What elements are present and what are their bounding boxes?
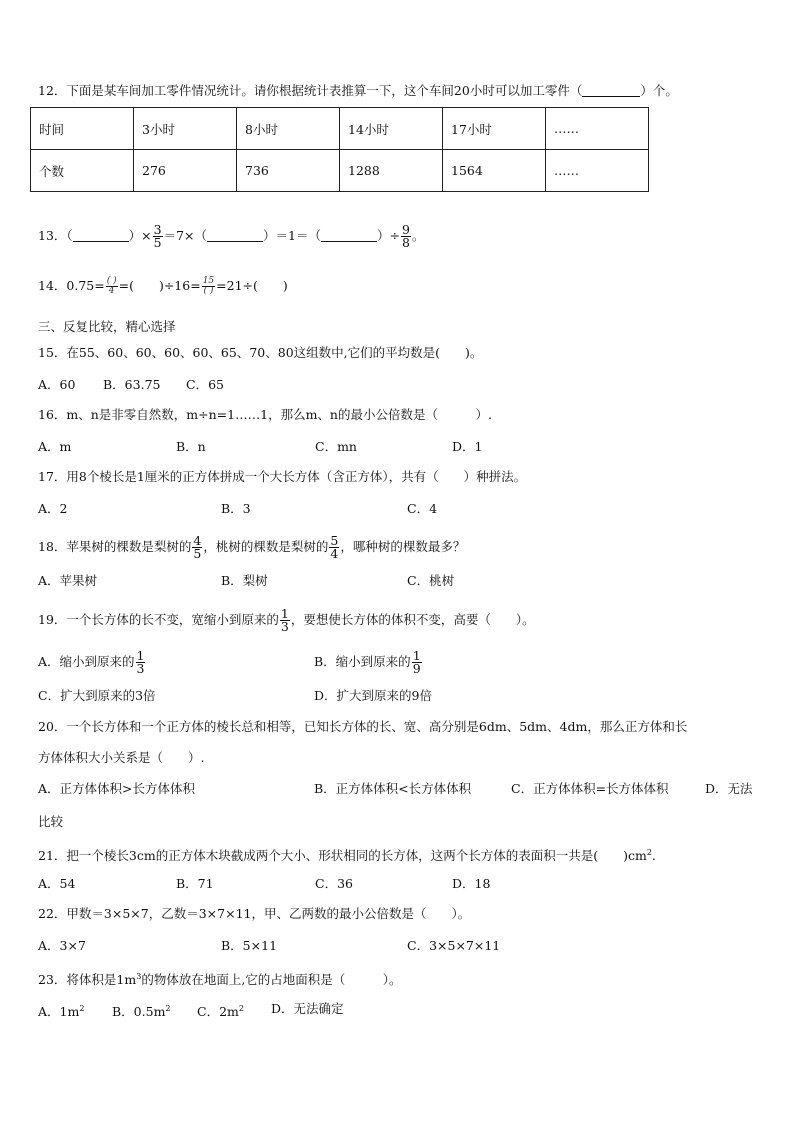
option-c: C．mn xyxy=(315,439,357,454)
table-cell: 8小时 xyxy=(237,108,340,150)
option-b xyxy=(314,650,423,675)
fraction-denominator: 8 xyxy=(401,235,410,250)
question-21-text: 21．把一个棱长3cm的正方体木块截成两个大小、形状相同的长方体，这两个长方体的表面积一共是( )cm xyxy=(38,848,647,864)
table-cell: 1288 xyxy=(340,150,443,192)
question-13-text: ）÷ xyxy=(376,228,400,243)
option-a: A．60 xyxy=(38,377,76,392)
table-row xyxy=(31,150,649,192)
option-a: A．m xyxy=(38,439,72,454)
question-14-text: 14．0.75= xyxy=(38,278,105,293)
option-b-text: B．0.5m xyxy=(112,1004,166,1020)
option-d: D．扩大到原来的9倍 xyxy=(314,688,432,703)
table-cell: 736 xyxy=(237,150,340,192)
question-21-text: . xyxy=(651,848,656,864)
question-13-text: 。 xyxy=(411,228,425,243)
statistics-table xyxy=(30,107,649,192)
table-cell: 14小时 xyxy=(340,108,443,150)
answer-blank xyxy=(207,229,263,242)
answer-blank xyxy=(321,229,377,242)
option-a xyxy=(38,650,146,675)
question-23-text: 23．将体积是1m xyxy=(38,972,137,988)
fraction-numerator: 1 xyxy=(136,648,145,663)
option-b-text: B．缩小到原来的 xyxy=(314,654,411,669)
fraction xyxy=(153,224,163,249)
superscript: 3 xyxy=(136,972,142,981)
option-d: D．18 xyxy=(452,876,491,891)
option-a-text: A．1m xyxy=(38,1004,80,1020)
option-b: B．n xyxy=(176,439,206,454)
question-14-text: =( )÷16= xyxy=(118,278,201,293)
option-d-continuation: 比较 xyxy=(38,814,64,829)
fraction xyxy=(412,650,422,675)
fraction xyxy=(192,535,202,560)
question-23 xyxy=(38,968,402,989)
option-c: C．扩大到原来的3倍 xyxy=(38,688,156,703)
superscript: 2 xyxy=(79,1004,85,1013)
fraction xyxy=(401,224,411,249)
fraction-numerator: 15 xyxy=(202,276,215,286)
fraction-numerator: ( ) xyxy=(106,276,117,286)
option-a: A．正方体体积>长方体体积 xyxy=(38,781,196,796)
option-c: C．65 xyxy=(186,377,224,392)
option-a: A．3×7 xyxy=(38,938,86,953)
fraction-numerator: 1 xyxy=(280,606,289,621)
option-a xyxy=(38,1000,84,1021)
question-12-text: 12．下面是某车间加工零件情况统计。请你根据统计表推算一下，这个车间20小时可以加工零件（ xyxy=(38,83,583,98)
question-13-text: ）× xyxy=(128,228,152,243)
question-16: 16．m、n是非零自然数，m÷n=1……1，那么m、n的最小公倍数是（ ）. xyxy=(38,407,492,422)
option-b xyxy=(112,1000,171,1021)
question-15: 15．在55、60、60、60、60、65、70、80这组数中,它们的平均数是( )。 xyxy=(38,345,483,360)
fraction xyxy=(106,277,118,296)
fraction-numerator: 9 xyxy=(401,222,410,237)
question-17: 17．用8个棱长是1厘米的正方体拼成一个大长方体（含正方体），共有（ ）种拼法。 xyxy=(38,469,527,484)
question-12 xyxy=(38,82,678,100)
option-b: B．63.75 xyxy=(103,377,161,392)
fraction-numerator: 1 xyxy=(412,648,421,663)
question-22: 22．甲数＝3×5×7，乙数＝3×7×11，甲、乙两数的最小公倍数是（ ）。 xyxy=(38,906,471,921)
option-c: C．桃树 xyxy=(407,573,455,588)
option-c: C．36 xyxy=(315,876,353,891)
table-cell: 3小时 xyxy=(134,108,237,150)
fraction xyxy=(136,650,146,675)
question-19-text: 19．一个长方体的长不变，宽缩小到原来的 xyxy=(38,612,279,627)
question-18-text: ，哪种树的棵数最多？ xyxy=(340,539,466,554)
question-19-text: ，要想使长方体的体积不变，高要（ ）。 xyxy=(290,612,535,627)
fraction-numerator: 3 xyxy=(153,222,162,237)
option-c: C．4 xyxy=(407,501,438,516)
fraction-denominator: 3 xyxy=(136,661,145,676)
fraction-denominator: 9 xyxy=(412,661,421,676)
question-18 xyxy=(38,535,465,560)
question-18-text: 18．苹果树的棵数是梨树的 xyxy=(38,539,192,554)
fraction-denominator: 4 xyxy=(108,286,115,296)
question-23-text: 的物体放在地面上,它的占地面积是（ ）。 xyxy=(141,972,402,988)
fraction-denominator: 5 xyxy=(193,546,202,561)
fraction xyxy=(329,535,339,560)
table-cell: 276 xyxy=(134,150,237,192)
question-13-text: 13．（ xyxy=(38,228,73,243)
question-21 xyxy=(38,844,656,865)
option-a: A．54 xyxy=(38,876,76,891)
question-12-text-end: ）个。 xyxy=(640,83,678,98)
table-cell: …… xyxy=(546,150,649,192)
option-b: B．正方体体积<长方体体积 xyxy=(314,781,472,796)
option-c-text: C．2m xyxy=(197,1004,239,1020)
table-row xyxy=(31,108,649,150)
option-d: D．无法 xyxy=(705,781,753,796)
option-a-text: A．缩小到原来的 xyxy=(38,654,135,669)
option-c: C．正方体体积=长方体体积 xyxy=(511,781,669,796)
option-d: D．1 xyxy=(452,439,483,454)
table-cell: 时间 xyxy=(31,108,134,150)
section-heading: 三、反复比较，精心选择 xyxy=(38,319,176,334)
option-d: D．无法确定 xyxy=(271,1001,344,1016)
superscript: 2 xyxy=(646,848,652,857)
question-13 xyxy=(38,224,424,249)
question-13-text: ）＝1＝（ xyxy=(263,228,321,243)
option-b: B．梨树 xyxy=(221,573,268,588)
table-cell: 个数 xyxy=(31,150,134,192)
fraction-denominator: ( ) xyxy=(203,286,214,296)
superscript: 2 xyxy=(238,1004,244,1013)
fraction-denominator: 5 xyxy=(153,235,162,250)
option-c: C．3×5×7×11 xyxy=(407,938,501,953)
fraction-denominator: 4 xyxy=(330,546,339,561)
question-14 xyxy=(38,277,288,296)
question-14-text: =21÷( ) xyxy=(216,278,288,293)
fraction-numerator: 4 xyxy=(193,533,202,548)
fraction xyxy=(280,608,290,633)
question-19 xyxy=(38,608,535,633)
question-18-text: ，桃树的棵数是梨树的 xyxy=(203,539,329,554)
question-13-text: ＝7×（ xyxy=(163,228,208,243)
option-b: B．71 xyxy=(176,876,214,891)
question-20-line1: 20．一个长方体和一个正方体的棱长总和相等，已知长方体的长、宽、高分别是6dm、5dm、4dm，那么正方体和长 xyxy=(38,719,688,734)
superscript: 2 xyxy=(165,1004,171,1013)
option-b: B．5×11 xyxy=(221,938,278,953)
option-a: A．苹果树 xyxy=(38,573,98,588)
answer-blank xyxy=(582,84,640,97)
table-cell: …… xyxy=(546,108,649,150)
table-cell: 1564 xyxy=(443,150,546,192)
fraction xyxy=(202,277,215,296)
option-a: A．2 xyxy=(38,501,68,516)
question-20-line2: 方体体积大小关系是（ ）. xyxy=(38,750,205,765)
fraction-denominator: 3 xyxy=(280,619,289,634)
table-cell: 17小时 xyxy=(443,108,546,150)
fraction-numerator: 5 xyxy=(330,533,339,548)
option-c xyxy=(197,1000,244,1021)
option-b: B．3 xyxy=(221,501,251,516)
answer-blank xyxy=(73,229,129,242)
